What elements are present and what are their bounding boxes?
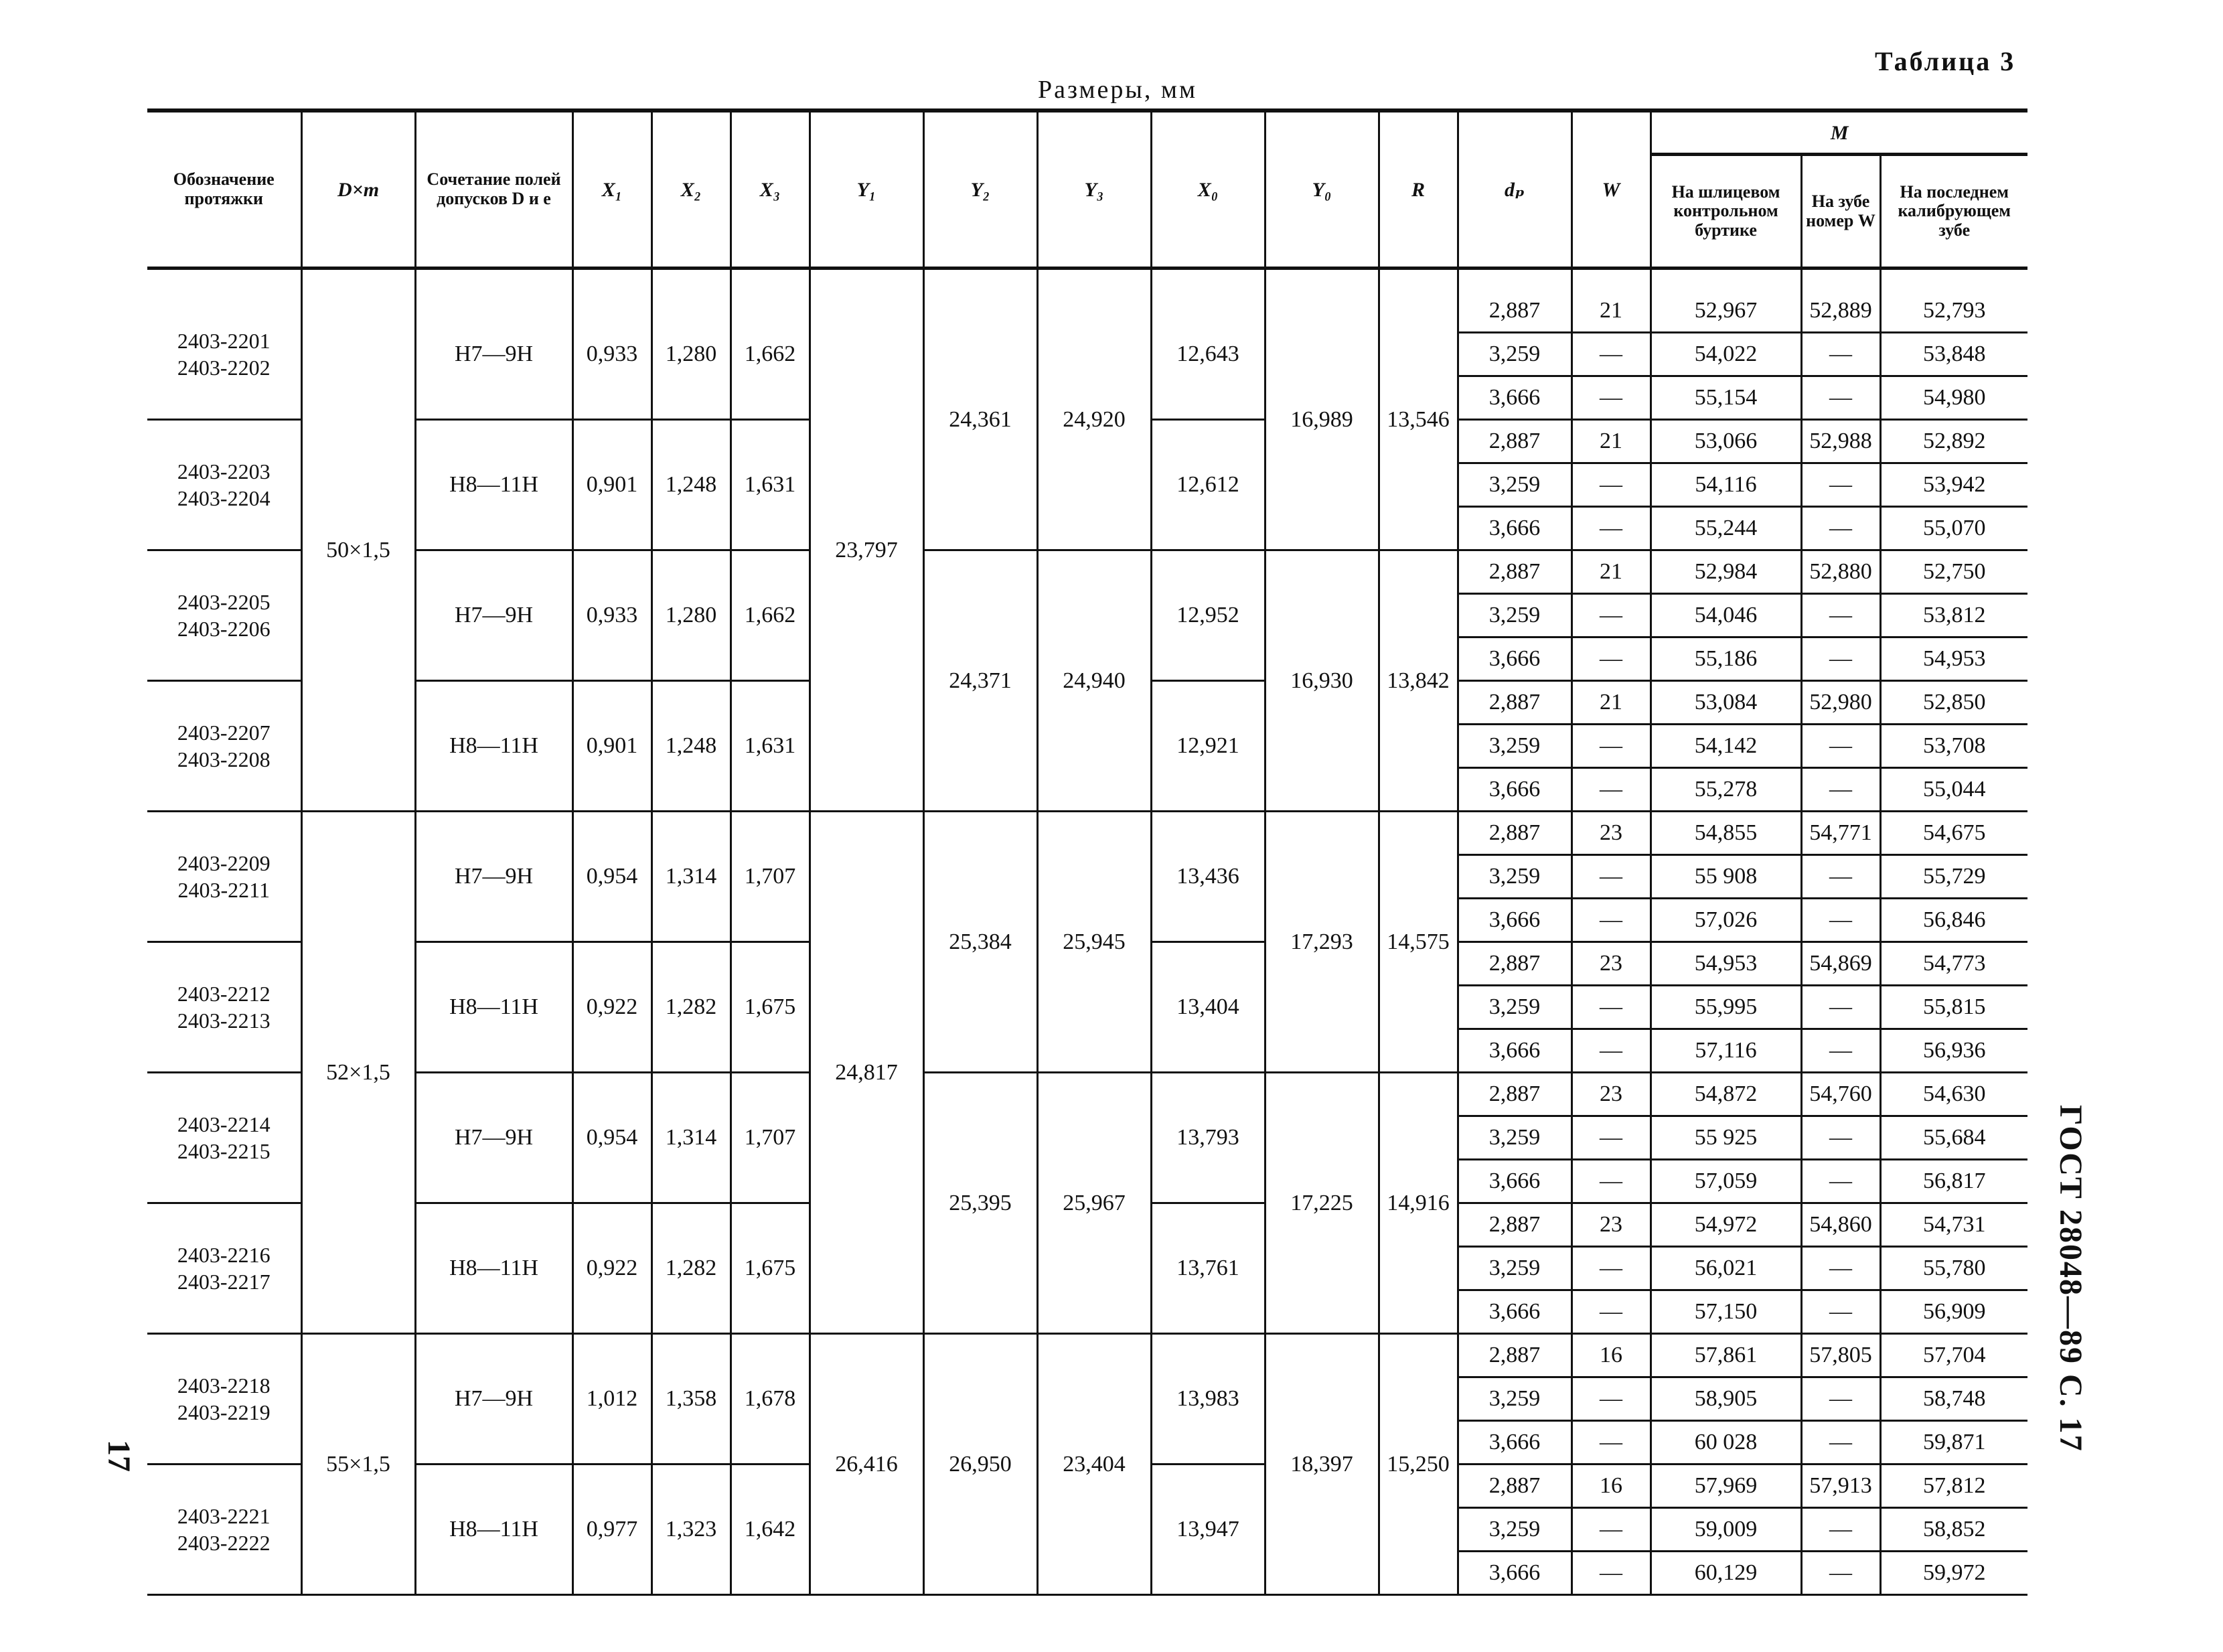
m-collar-cell: 60 028: [1651, 1421, 1801, 1465]
m-collar-cell: 53,084: [1651, 681, 1801, 725]
m-collar-cell: 57,150: [1651, 1290, 1801, 1334]
page-number: 17: [101, 1440, 137, 1472]
y0-cell: 18,397: [1265, 1334, 1379, 1595]
w-cell: —: [1572, 1508, 1651, 1552]
m-tooth-cell: —: [1801, 1508, 1880, 1552]
y3-cell: 25,945: [1037, 812, 1151, 1073]
m-tooth-cell: 57,913: [1801, 1465, 1880, 1508]
r-cell: 14,916: [1379, 1073, 1458, 1334]
dp-cell: 2,887: [1458, 550, 1572, 594]
designation-line: 2403-2208: [177, 747, 271, 771]
m-collar-cell: 57,969: [1651, 1465, 1801, 1508]
designation-line: 2403-2204: [177, 486, 271, 510]
designation-line: 2403-2215: [177, 1139, 271, 1163]
m-last-cell: 54,953: [1880, 637, 2027, 681]
w-cell: —: [1572, 376, 1651, 420]
designation-line: 2403-2214: [177, 1112, 271, 1136]
y3-cell: 24,940: [1037, 550, 1151, 812]
designation-line: 2403-2203: [177, 459, 271, 483]
dp-cell: 3,666: [1458, 1290, 1572, 1334]
header-y3: Y₃: [1037, 110, 1151, 269]
dp-cell: 2,887: [1458, 1334, 1572, 1377]
designation-line: 2403-2218: [177, 1373, 271, 1398]
y1-cell: 26,416: [810, 1334, 923, 1595]
designation-line: 2403-2209: [177, 851, 271, 875]
m-collar-cell: 53,066: [1651, 420, 1801, 463]
fields-cell: H8—11H: [415, 681, 572, 812]
header-m-tooth: На зубе номер W: [1801, 155, 1880, 269]
m-last-cell: 55,070: [1880, 507, 2027, 550]
dp-cell: 2,887: [1458, 1073, 1572, 1116]
table-caption: Размеры, мм: [1038, 76, 1198, 104]
m-last-cell: 53,848: [1880, 333, 2027, 376]
r-cell: 14,575: [1379, 812, 1458, 1073]
designation-cell: [147, 942, 301, 1073]
m-collar-cell: 55,278: [1651, 768, 1801, 812]
dp-cell: 2,887: [1458, 1465, 1572, 1508]
m-tooth-cell: —: [1801, 1377, 1880, 1421]
designation-cell: [147, 420, 301, 550]
y2-cell: 26,950: [923, 1334, 1037, 1595]
designation-line: 2403-2202: [177, 356, 271, 380]
x2-cell: 1,280: [651, 550, 731, 681]
header-x3: X₃: [731, 110, 810, 269]
w-cell: 21: [1572, 550, 1651, 594]
table-row: [147, 550, 2027, 594]
fields-cell: H8—11H: [415, 942, 572, 1073]
dp-cell: 3,259: [1458, 333, 1572, 376]
m-tooth-cell: —: [1801, 1290, 1880, 1334]
m-tooth-cell: —: [1801, 507, 1880, 550]
w-cell: 23: [1572, 812, 1651, 855]
header-designation: Обозначение протяжки: [147, 110, 301, 269]
r-cell: 15,250: [1379, 1334, 1458, 1595]
w-cell: —: [1572, 1377, 1651, 1421]
x0-cell: 13,793: [1151, 1073, 1265, 1203]
table-row: [147, 1073, 2027, 1116]
x1-cell: 0,977: [572, 1465, 651, 1595]
dp-cell: 3,666: [1458, 899, 1572, 942]
m-tooth-cell: —: [1801, 376, 1880, 420]
m-collar-cell: 55,186: [1651, 637, 1801, 681]
m-tooth-cell: 54,771: [1801, 812, 1880, 855]
fields-cell: H7—9H: [415, 1334, 572, 1465]
m-last-cell: 56,909: [1880, 1290, 2027, 1334]
x1-cell: 0,901: [572, 681, 651, 812]
designation-line: 2403-2216: [177, 1243, 271, 1267]
fields-cell: H8—11H: [415, 1465, 572, 1595]
w-cell: —: [1572, 1290, 1651, 1334]
m-last-cell: 52,750: [1880, 550, 2027, 594]
designation-cell: [147, 1073, 301, 1203]
w-cell: 16: [1572, 1465, 1651, 1508]
m-last-cell: 53,942: [1880, 463, 2027, 507]
m-collar-cell: 54,855: [1651, 812, 1801, 855]
x2-cell: 1,323: [651, 1465, 731, 1595]
designation-line: 2403-2207: [177, 721, 271, 745]
w-cell: —: [1572, 507, 1651, 550]
x3-cell: 1,678: [731, 1334, 810, 1465]
x3-cell: 1,675: [731, 942, 810, 1073]
designation-cell: [147, 1465, 301, 1595]
w-cell: 21: [1572, 420, 1651, 463]
m-collar-cell: 55 925: [1651, 1116, 1801, 1160]
table-row: [147, 1334, 2027, 1377]
x1-cell: 0,954: [572, 1073, 651, 1203]
w-cell: 21: [1572, 681, 1651, 725]
m-collar-cell: 57,116: [1651, 1029, 1801, 1073]
y2-cell: 24,361: [923, 269, 1037, 550]
x2-cell: 1,314: [651, 812, 731, 942]
x3-cell: 1,642: [731, 1465, 810, 1595]
w-cell: —: [1572, 899, 1651, 942]
m-last-cell: 54,980: [1880, 376, 2027, 420]
m-collar-cell: 54,046: [1651, 594, 1801, 637]
header-y0: Y₀: [1265, 110, 1379, 269]
m-tooth-cell: 52,889: [1801, 269, 1880, 333]
dp-cell: 2,887: [1458, 420, 1572, 463]
table-row: [147, 269, 2027, 333]
m-collar-cell: 54,872: [1651, 1073, 1801, 1116]
header-y2: Y₂: [923, 110, 1037, 269]
fields-cell: H7—9H: [415, 812, 572, 942]
dp-cell: 3,259: [1458, 855, 1572, 899]
m-last-cell: 56,936: [1880, 1029, 2027, 1073]
m-tooth-cell: 52,988: [1801, 420, 1880, 463]
x0-cell: 12,952: [1151, 550, 1265, 681]
y0-cell: 17,293: [1265, 812, 1379, 1073]
header-r: R: [1379, 110, 1458, 269]
x0-cell: 13,404: [1151, 942, 1265, 1073]
m-collar-cell: 60,129: [1651, 1552, 1801, 1595]
m-last-cell: 54,630: [1880, 1073, 2027, 1116]
x1-cell: 1,012: [572, 1334, 651, 1465]
w-cell: —: [1572, 855, 1651, 899]
m-collar-cell: 52,967: [1651, 269, 1801, 333]
m-collar-cell: 57,059: [1651, 1160, 1801, 1203]
table-row: [147, 812, 2027, 855]
m-last-cell: 55,684: [1880, 1116, 2027, 1160]
fields-cell: H8—11H: [415, 1203, 572, 1334]
dp-cell: 3,666: [1458, 768, 1572, 812]
m-collar-cell: 54,022: [1651, 333, 1801, 376]
w-cell: —: [1572, 637, 1651, 681]
w-cell: —: [1572, 725, 1651, 768]
m-tooth-cell: 54,760: [1801, 1073, 1880, 1116]
y2-cell: 25,384: [923, 812, 1037, 1073]
x1-cell: 0,922: [572, 1203, 651, 1334]
table-label: Таблица 3: [1875, 46, 2016, 76]
m-tooth-cell: —: [1801, 986, 1880, 1029]
table-body: [147, 269, 2027, 1595]
dp-cell: 3,259: [1458, 1377, 1572, 1421]
w-cell: 21: [1572, 269, 1651, 333]
r-cell: 13,546: [1379, 269, 1458, 550]
designation-line: 2403-2201: [177, 329, 271, 353]
w-cell: —: [1572, 986, 1651, 1029]
y0-cell: 16,989: [1265, 269, 1379, 550]
m-collar-cell: 54,116: [1651, 463, 1801, 507]
m-last-cell: 56,817: [1880, 1160, 2027, 1203]
y0-cell: 17,225: [1265, 1073, 1379, 1334]
designation-line: 2403-2221: [177, 1504, 271, 1528]
x1-cell: 0,933: [572, 269, 651, 420]
m-tooth-cell: —: [1801, 1552, 1880, 1595]
m-collar-cell: 55,154: [1651, 376, 1801, 420]
m-tooth-cell: 52,980: [1801, 681, 1880, 725]
designation-line: 2403-2222: [177, 1531, 271, 1555]
m-tooth-cell: —: [1801, 594, 1880, 637]
w-cell: —: [1572, 1160, 1651, 1203]
designation-line: 2403-2205: [177, 590, 271, 614]
designation-cell: [147, 1203, 301, 1334]
m-collar-cell: 57,861: [1651, 1334, 1801, 1377]
x2-cell: 1,282: [651, 942, 731, 1073]
m-collar-cell: 54,142: [1651, 725, 1801, 768]
side-standard-label: ГОСТ 28048—89 С. 17: [2053, 1105, 2088, 1452]
header-y1: Y₁: [810, 110, 923, 269]
dp-cell: 3,259: [1458, 1116, 1572, 1160]
m-tooth-cell: —: [1801, 855, 1880, 899]
m-tooth-cell: 54,860: [1801, 1203, 1880, 1247]
x2-cell: 1,248: [651, 681, 731, 812]
y0-cell: 16,930: [1265, 550, 1379, 812]
m-collar-cell: 56,021: [1651, 1247, 1801, 1290]
x3-cell: 1,662: [731, 269, 810, 420]
m-last-cell: 53,708: [1880, 725, 2027, 768]
dp-cell: 3,666: [1458, 507, 1572, 550]
header-fields: Сочетание полей допусков D и e: [415, 110, 572, 269]
header-m-collar: На шлицевом контрольном буртике: [1651, 155, 1801, 269]
y2-cell: 25,395: [923, 1073, 1037, 1334]
x0-cell: 13,983: [1151, 1334, 1265, 1465]
x0-cell: 13,436: [1151, 812, 1265, 942]
fields-cell: H7—9H: [415, 550, 572, 681]
x3-cell: 1,707: [731, 812, 810, 942]
header-x1: X₁: [572, 110, 651, 269]
x2-cell: 1,248: [651, 420, 731, 550]
dp-cell: 3,259: [1458, 463, 1572, 507]
dp-cell: 2,887: [1458, 269, 1572, 333]
m-collar-cell: 55 908: [1651, 855, 1801, 899]
dp-cell: 3,666: [1458, 637, 1572, 681]
m-last-cell: 55,729: [1880, 855, 2027, 899]
w-cell: 23: [1572, 1073, 1651, 1116]
x1-cell: 0,933: [572, 550, 651, 681]
w-cell: 23: [1572, 942, 1651, 986]
y3-cell: 25,967: [1037, 1073, 1151, 1334]
fields-cell: H8—11H: [415, 420, 572, 550]
header-m-last: На последнем калибрующем зубе: [1880, 155, 2027, 269]
header-dxm: D×m: [301, 110, 415, 269]
header-m: M: [1651, 110, 2027, 155]
w-cell: 23: [1572, 1203, 1651, 1247]
dp-cell: 3,259: [1458, 594, 1572, 637]
x1-cell: 0,901: [572, 420, 651, 550]
dxm-cell: 55×1,5: [301, 1334, 415, 1595]
designation-line: 2403-2211: [177, 878, 270, 902]
m-last-cell: 54,675: [1880, 812, 2027, 855]
w-cell: —: [1572, 1029, 1651, 1073]
dp-cell: 3,259: [1458, 1247, 1572, 1290]
m-collar-cell: 54,972: [1651, 1203, 1801, 1247]
m-tooth-cell: —: [1801, 333, 1880, 376]
m-tooth-cell: —: [1801, 1247, 1880, 1290]
m-last-cell: 55,815: [1880, 986, 2027, 1029]
designation-line: 2403-2217: [177, 1270, 271, 1294]
header-w: W: [1572, 110, 1651, 269]
m-collar-cell: 58,905: [1651, 1377, 1801, 1421]
x1-cell: 0,922: [572, 942, 651, 1073]
m-last-cell: 57,704: [1880, 1334, 2027, 1377]
x1-cell: 0,954: [572, 812, 651, 942]
m-last-cell: 58,852: [1880, 1508, 2027, 1552]
m-collar-cell: 55,244: [1651, 507, 1801, 550]
header-x0: X₀: [1151, 110, 1265, 269]
m-tooth-cell: —: [1801, 768, 1880, 812]
w-cell: —: [1572, 1552, 1651, 1595]
m-collar-cell: 52,984: [1651, 550, 1801, 594]
m-last-cell: 53,812: [1880, 594, 2027, 637]
dp-cell: 3,666: [1458, 376, 1572, 420]
x3-cell: 1,675: [731, 1203, 810, 1334]
y2-cell: 24,371: [923, 550, 1037, 812]
m-last-cell: 52,793: [1880, 269, 2027, 333]
dp-cell: 3,666: [1458, 1421, 1572, 1465]
w-cell: —: [1572, 1421, 1651, 1465]
m-tooth-cell: 54,869: [1801, 942, 1880, 986]
designation-cell: [147, 681, 301, 812]
designation-cell: [147, 269, 301, 420]
w-cell: 16: [1572, 1334, 1651, 1377]
w-cell: —: [1572, 463, 1651, 507]
m-last-cell: 55,780: [1880, 1247, 2027, 1290]
dp-cell: 2,887: [1458, 812, 1572, 855]
table-wrapper: [147, 108, 2027, 1596]
x2-cell: 1,282: [651, 1203, 731, 1334]
dp-cell: 3,259: [1458, 1508, 1572, 1552]
dp-cell: 3,666: [1458, 1029, 1572, 1073]
fields-cell: H7—9H: [415, 1073, 572, 1203]
designation-line: 2403-2213: [177, 1008, 271, 1033]
x0-cell: 13,761: [1151, 1203, 1265, 1334]
m-tooth-cell: 57,805: [1801, 1334, 1880, 1377]
dp-cell: 2,887: [1458, 1203, 1572, 1247]
m-last-cell: 57,812: [1880, 1465, 2027, 1508]
dxm-cell: 50×1,5: [301, 269, 415, 812]
w-cell: —: [1572, 1247, 1651, 1290]
dp-cell: 3,666: [1458, 1552, 1572, 1595]
m-last-cell: 54,773: [1880, 942, 2027, 986]
x3-cell: 1,662: [731, 550, 810, 681]
x0-cell: 12,921: [1151, 681, 1265, 812]
w-cell: —: [1572, 768, 1651, 812]
dp-cell: 3,666: [1458, 1160, 1572, 1203]
w-cell: —: [1572, 594, 1651, 637]
m-tooth-cell: —: [1801, 899, 1880, 942]
y1-cell: 23,797: [810, 269, 923, 812]
x2-cell: 1,358: [651, 1334, 731, 1465]
header-x2: X₂: [651, 110, 731, 269]
x3-cell: 1,707: [731, 1073, 810, 1203]
r-cell: 13,842: [1379, 550, 1458, 812]
designation-line: 2403-2212: [177, 982, 271, 1006]
w-cell: —: [1572, 333, 1651, 376]
m-last-cell: 59,972: [1880, 1552, 2027, 1595]
m-last-cell: 52,892: [1880, 420, 2027, 463]
y1-cell: 24,817: [810, 812, 923, 1334]
m-tooth-cell: —: [1801, 1421, 1880, 1465]
m-last-cell: 52,850: [1880, 681, 2027, 725]
dp-cell: 2,887: [1458, 942, 1572, 986]
m-last-cell: 56,846: [1880, 899, 2027, 942]
dp-cell: 3,259: [1458, 725, 1572, 768]
w-cell: —: [1572, 1116, 1651, 1160]
x3-cell: 1,631: [731, 681, 810, 812]
m-tooth-cell: —: [1801, 725, 1880, 768]
y3-cell: 23,404: [1037, 1334, 1151, 1595]
dp-cell: 3,259: [1458, 986, 1572, 1029]
m-last-cell: 55,044: [1880, 768, 2027, 812]
dxm-cell: 52×1,5: [301, 812, 415, 1334]
x2-cell: 1,314: [651, 1073, 731, 1203]
header-dp: dₚ: [1458, 110, 1572, 269]
m-last-cell: 54,731: [1880, 1203, 2027, 1247]
m-last-cell: 58,748: [1880, 1377, 2027, 1421]
designation-cell: [147, 1334, 301, 1465]
dimensions-table: [147, 108, 2027, 1596]
x3-cell: 1,631: [731, 420, 810, 550]
m-collar-cell: 59,009: [1651, 1508, 1801, 1552]
x0-cell: 13,947: [1151, 1465, 1265, 1595]
m-tooth-cell: —: [1801, 463, 1880, 507]
m-collar-cell: 57,026: [1651, 899, 1801, 942]
m-tooth-cell: 52,880: [1801, 550, 1880, 594]
m-tooth-cell: —: [1801, 637, 1880, 681]
dp-cell: 2,887: [1458, 681, 1572, 725]
designation-cell: [147, 812, 301, 942]
designation-cell: [147, 550, 301, 681]
m-tooth-cell: —: [1801, 1029, 1880, 1073]
x0-cell: 12,643: [1151, 269, 1265, 420]
m-collar-cell: 55,995: [1651, 986, 1801, 1029]
m-tooth-cell: —: [1801, 1160, 1880, 1203]
x0-cell: 12,612: [1151, 420, 1265, 550]
m-last-cell: 59,871: [1880, 1421, 2027, 1465]
designation-line: 2403-2219: [177, 1400, 271, 1424]
x2-cell: 1,280: [651, 269, 731, 420]
fields-cell: H7—9H: [415, 269, 572, 420]
y3-cell: 24,920: [1037, 269, 1151, 550]
m-tooth-cell: —: [1801, 1116, 1880, 1160]
designation-line: 2403-2206: [177, 617, 271, 641]
m-collar-cell: 54,953: [1651, 942, 1801, 986]
